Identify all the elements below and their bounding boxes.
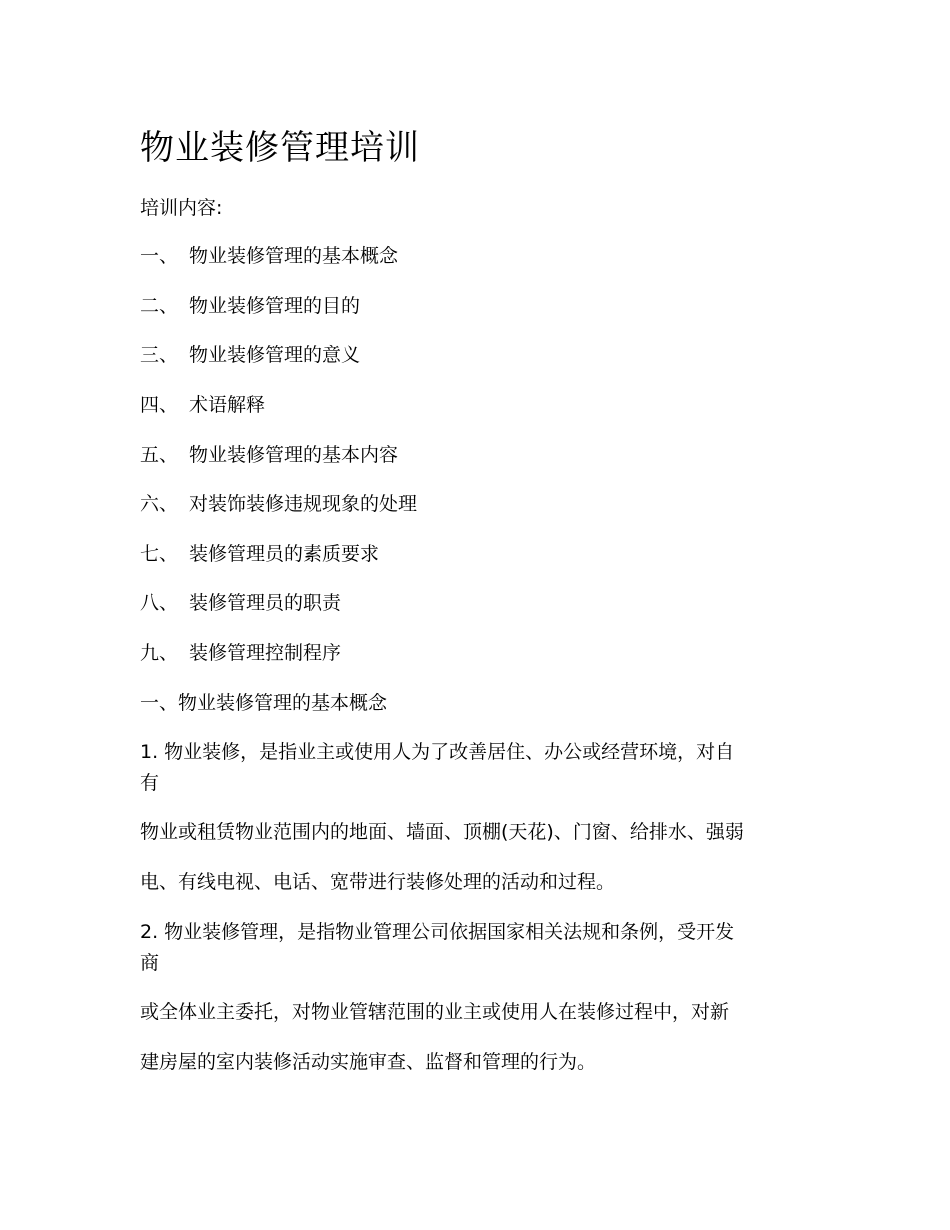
toc-item-text: 装修管理员的职责 (189, 592, 342, 614)
body-line: 1. 物业装修，是指业主或使用人为了改善居住、办公或经营环境，对自 (140, 741, 735, 763)
toc-item (140, 491, 417, 517)
toc-item-number: 八、 (140, 592, 179, 614)
toc-item (140, 342, 360, 368)
toc-item (140, 640, 341, 666)
toc-item (140, 590, 341, 616)
body-line: 2. 物业装修管理，是指物业管理公司依据国家相关法规和条例，受开发 (140, 921, 735, 943)
toc-item (140, 293, 360, 319)
document-title: 物业装修管理培训 (140, 128, 420, 168)
toc-item-text: 术语解释 (189, 394, 266, 416)
body-line: 或全体业主委托，对物业管辖范围的业主或使用人在装修过程中，对新 (140, 1001, 730, 1023)
toc-item-number: 一、 (140, 245, 179, 267)
toc-item-text: 装修管理员的素质要求 (189, 543, 380, 565)
toc-item (140, 541, 379, 567)
section-heading: 一、物业装修管理的基本概念 (140, 692, 388, 714)
toc-item-number: 三、 (140, 344, 179, 366)
toc-item-text: 物业装修管理的意义 (189, 344, 361, 366)
toc-item-number: 九、 (140, 642, 179, 664)
toc-item (140, 442, 398, 468)
toc-item-number: 四、 (140, 394, 179, 416)
body-line: 电、有线电视、电话、宽带进行装修处理的活动和过程。 (140, 871, 616, 893)
body-line: 有 (140, 772, 160, 794)
toc-item-text: 装修管理控制程序 (189, 642, 342, 664)
intro-label: 培训内容: (140, 197, 223, 219)
body-line: 物业或租赁物业范围内的地面、墙面、顶棚(天花)、门窗、给排水、强弱 (140, 821, 744, 843)
toc-item-number: 六、 (140, 493, 179, 515)
toc-item-number: 二、 (140, 295, 179, 317)
body-line: 建房屋的室内装修活动实施审查、监督和管理的行为。 (140, 1051, 597, 1073)
toc-item-text: 对装饰装修违规现象的处理 (189, 493, 418, 515)
toc-item-text: 物业装修管理的目的 (189, 295, 361, 317)
toc-item (140, 243, 398, 269)
toc-item-text: 物业装修管理的基本概念 (189, 245, 399, 267)
toc-item-text: 物业装修管理的基本内容 (189, 444, 399, 466)
toc-item-number: 五、 (140, 444, 179, 466)
toc-item-number: 七、 (140, 543, 179, 565)
body-line: 商 (140, 952, 160, 974)
toc-item (140, 392, 265, 418)
